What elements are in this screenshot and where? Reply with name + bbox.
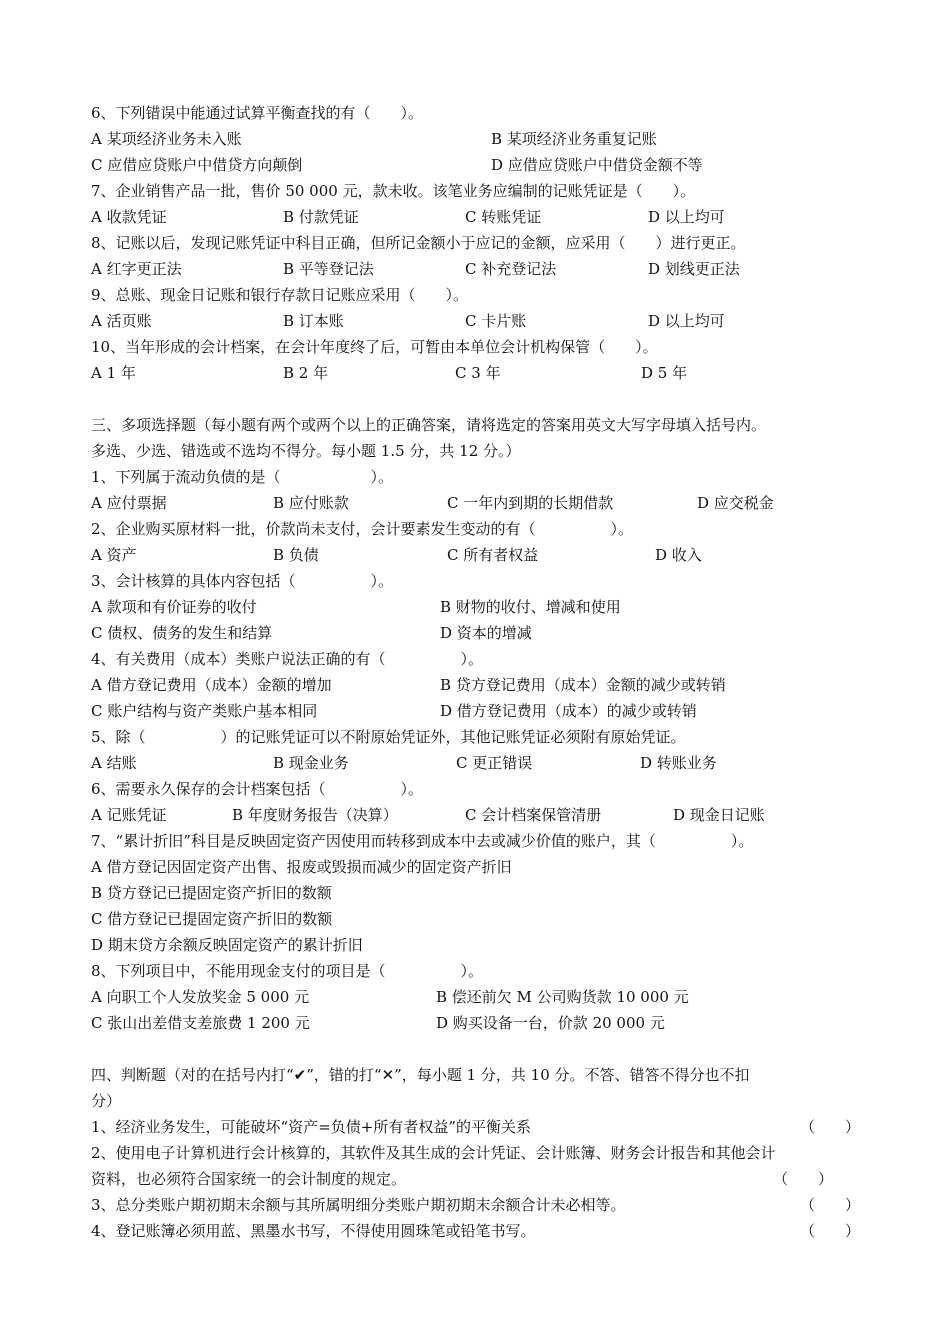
question-stem: 5、除（ ）的记账凭证可以不附原始凭证外，其他记账凭证必须附有原始凭证。 [91, 728, 686, 746]
option-c: C 账户结构与资产类账户基本相同 [91, 702, 318, 720]
judgement-item-cont: 资料，也必须符合国家统一的会计制度的规定。 [91, 1170, 407, 1188]
option-a: A 结账 [91, 754, 137, 772]
question-stem: 8、记账以后，发现记账凭证中科目正确，但所记金额小于应记的金额，应采用（ ）进行更正。 [91, 234, 746, 252]
option-d: D 现金日记账 [673, 806, 765, 824]
judgement-item: 4、登记账簿必须用蓝、黑墨水书写，不得使用圆珠笔或铅笔书写。 [91, 1222, 536, 1240]
option-c: C 债权、债务的发生和结算 [91, 624, 273, 642]
option-a: A 红字更正法 [91, 260, 182, 278]
option-d: D 以上均可 [648, 208, 725, 226]
question-stem: 2、企业购买原材料一批，价款尚未支付，会计要素发生变动的有（ ）。 [91, 520, 634, 538]
option-c: C 补充登记法 [465, 260, 557, 278]
section-heading: 三、多项选择题（每小题有两个或两个以上的正确答案，请将选定的答案用英文大写字母填入括号内。 [91, 416, 767, 434]
option-d: D 应借应贷账户中借贷金额不等 [491, 156, 703, 174]
option-c: C 应借应贷账户中借贷方向颠倒 [91, 156, 303, 174]
option-a: A 应付票据 [91, 494, 167, 512]
judgement-item: 3、总分类账户期初期末余额与其所属明细分类账户期初期末余额合计未必相等。 [91, 1196, 626, 1214]
option-a: A 借方登记费用（成本）金额的增加 [91, 676, 332, 694]
option-b: B 贷方登记费用（成本）金额的减少或转销 [440, 676, 726, 694]
question-stem: 8、下列项目中，不能用现金支付的项目是（ ）。 [91, 962, 484, 980]
option-a: A 资产 [91, 546, 137, 564]
option-c: C 所有者权益 [447, 546, 539, 564]
option-d: D 转账业务 [640, 754, 717, 772]
option-a: A 款项和有价证券的收付 [91, 598, 257, 616]
option-c: C 会计档案保管清册 [465, 806, 602, 824]
question-stem: 1、下列属于流动负债的是（ ）。 [91, 468, 394, 486]
option-b: B 某项经济业务重复记账 [491, 130, 657, 148]
section-heading-cont: 多选、少选、错选或不选均不得分。每小题 1.5 分，共 12 分。） [91, 442, 521, 460]
option-b: B 订本账 [283, 312, 344, 330]
section-heading-cont: 分） [91, 1092, 122, 1110]
answer-parentheses[interactable]: （ ） [773, 1170, 834, 1188]
option-d: D 期末贷方余额反映固定资产的累计折旧 [91, 936, 363, 954]
option-b: B 应付账款 [273, 494, 349, 512]
option-c: C 卡片账 [465, 312, 527, 330]
section-heading: 四、判断题（对的在括号内打“✔”，错的打“✕”，每小题 1 分，共 10 分。不答、错答不得分也不扣 [91, 1066, 750, 1084]
option-a: A 借方登记因固定资产出售、报废或毁损而减少的固定资产折旧 [91, 858, 512, 876]
option-c: C 一年内到期的长期借款 [447, 494, 614, 512]
option-b: B 付款凭证 [283, 208, 359, 226]
option-d: D 应交税金 [697, 494, 774, 512]
question-stem: 9、总账、现金日记账和银行存款日记账应采用（ ）。 [91, 286, 469, 304]
option-d: D 以上均可 [648, 312, 725, 330]
option-b: B 偿还前欠 M 公司购货款 10 000 元 [436, 988, 689, 1006]
option-b: B 现金业务 [273, 754, 349, 772]
option-c: C 借方登记已提固定资产折旧的数额 [91, 910, 333, 928]
option-b: B 贷方登记已提固定资产折旧的数额 [91, 884, 332, 902]
option-d: D 5 年 [641, 364, 688, 382]
question-stem: 7、“累计折旧”科目是反映固定资产因使用而转移到成本中去或减少价值的账户，其（ ）。 [91, 832, 754, 850]
answer-parentheses[interactable]: （ ） [800, 1118, 861, 1136]
option-b: B 负债 [273, 546, 319, 564]
question-stem: 6、下列错误中能通过试算平衡查找的有（ ）。 [91, 104, 424, 122]
judgement-item: 2、使用电子计算机进行会计核算的，其软件及其生成的会计凭证、会计账簿、财务会计报告和其他会计 [91, 1144, 776, 1162]
option-c: C 更正错误 [456, 754, 533, 772]
option-c: C 转账凭证 [465, 208, 542, 226]
option-a: A 活页账 [91, 312, 152, 330]
option-c: C 张山出差借支差旅费 1 200 元 [91, 1014, 310, 1032]
option-a: A 某项经济业务未入账 [91, 130, 242, 148]
option-d: D 借方登记费用（成本）的减少或转销 [440, 702, 697, 720]
option-c: C 3 年 [455, 364, 501, 382]
judgement-item: 1、经济业务发生，可能破坏“资产=负债+所有者权益”的平衡关系 [91, 1118, 532, 1136]
option-a: A 收款凭证 [91, 208, 167, 226]
option-b: B 财物的收付、增减和使用 [440, 598, 621, 616]
question-stem: 4、有关费用（成本）类账户说法正确的有（ ）。 [91, 650, 484, 668]
question-stem: 10、当年形成的会计档案，在会计年度终了后，可暂由本单位会计机构保管（ ）。 [91, 338, 658, 356]
question-stem: 3、会计核算的具体内容包括（ ）。 [91, 572, 394, 590]
option-a: A 向职工个人发放奖金 5 000 元 [91, 988, 310, 1006]
option-a: A 1 年 [91, 364, 136, 382]
option-b: B 平等登记法 [283, 260, 374, 278]
option-a: A 记账凭证 [91, 806, 167, 824]
option-b: B 2 年 [283, 364, 329, 382]
option-d: D 资本的增减 [440, 624, 532, 642]
option-d: D 购买设备一台，价款 20 000 元 [436, 1014, 665, 1032]
option-d: D 收入 [655, 546, 702, 564]
answer-parentheses[interactable]: （ ） [800, 1222, 861, 1240]
answer-parentheses[interactable]: （ ） [800, 1196, 861, 1214]
option-d: D 划线更正法 [648, 260, 740, 278]
option-b: B 年度财务报告（决算） [232, 806, 398, 824]
question-stem: 6、需要永久保存的会计档案包括（ ）。 [91, 780, 424, 798]
question-stem: 7、企业销售产品一批，售价 50 000 元，款未收。该笔业务应编制的记账凭证是（ ）。 [91, 182, 696, 200]
